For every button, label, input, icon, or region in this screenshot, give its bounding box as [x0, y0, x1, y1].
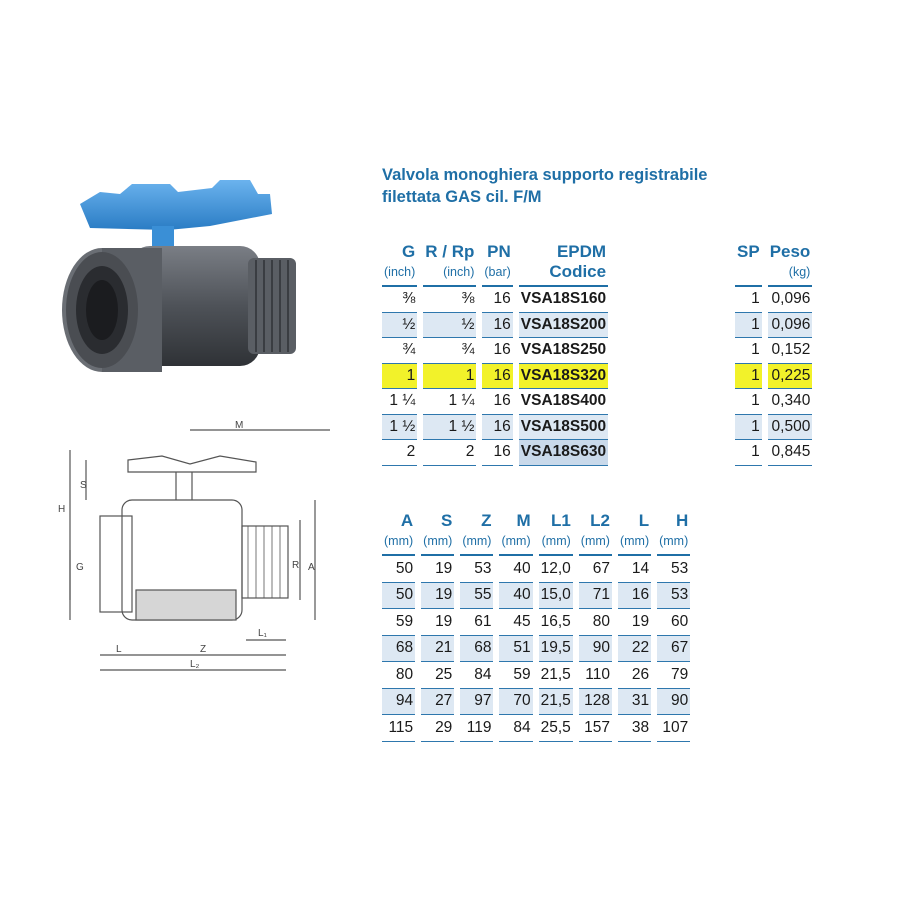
table-row: [735, 389, 812, 415]
dim-header-1: S: [440, 511, 453, 530]
weight-header-0: SP: [737, 242, 760, 261]
spec-cell: VSA18S160: [519, 287, 608, 313]
dim-cell: 68: [460, 636, 493, 663]
spec-cell: 16: [482, 287, 512, 313]
dimensions-table: [376, 511, 696, 742]
spec-cell: 1 ½: [423, 415, 476, 441]
dim-cell: 38: [618, 715, 651, 742]
dim-cell: 90: [657, 689, 690, 716]
dim-label-Z: Z: [200, 644, 207, 655]
table-row: [382, 415, 608, 441]
table-row: [382, 440, 608, 466]
dim-header-0: A: [400, 511, 414, 530]
table-row: [382, 636, 690, 663]
spec-cell: 16: [482, 389, 512, 415]
dim-cell: 128: [579, 689, 612, 716]
weight-cell: 1: [735, 364, 762, 390]
table-row: [382, 364, 608, 390]
weight-cell: 0,096: [768, 313, 813, 339]
dim-header-6: L: [638, 511, 650, 530]
spec-cell: 16: [482, 313, 512, 339]
spec-cell: 1 ¼: [382, 389, 417, 415]
dim-cell: 68: [382, 636, 415, 663]
spec-cell: ½: [423, 313, 476, 339]
table-row: [382, 389, 608, 415]
dim-label-L2: L₂: [190, 659, 200, 670]
spec-cell: ½: [382, 313, 417, 339]
spec-header-1: R / Rp: [425, 242, 475, 261]
dim-cell: 157: [579, 715, 612, 742]
table-row: [382, 689, 690, 716]
dim-cell: 70: [499, 689, 532, 716]
dim-cell: 61: [460, 609, 493, 636]
spec-cell: ⅜: [423, 287, 476, 313]
valve-photo: [60, 180, 350, 420]
dim-cell: 97: [460, 689, 493, 716]
dim-cell: 16,5: [539, 609, 573, 636]
dim-cell: 55: [460, 583, 493, 610]
dim-label-G: G: [76, 562, 84, 573]
dim-cell: 26: [618, 662, 651, 689]
dim-cell: 27: [421, 689, 454, 716]
dim-header-3: M: [516, 511, 531, 530]
dim-cell: 21: [421, 636, 454, 663]
dim-label-L1: L₁: [258, 628, 267, 639]
spec-cell: VSA18S200: [519, 313, 608, 339]
dim-cell: 53: [657, 583, 690, 610]
spec-header-0: G: [402, 242, 416, 261]
weight-cell: 1: [735, 440, 762, 466]
spec-cell: 2: [382, 440, 417, 466]
product-title: [382, 164, 708, 208]
weight-cell: 0,845: [768, 440, 813, 466]
dim-unit-1: (mm): [421, 531, 454, 556]
spec-unit-2: (bar): [482, 262, 512, 287]
table-row: [382, 583, 690, 610]
dim-cell: 79: [657, 662, 690, 689]
dim-cell: 80: [579, 609, 612, 636]
dim-cell: 59: [382, 609, 415, 636]
spec-unit-1: (inch): [423, 262, 476, 287]
spec-cell: 16: [482, 338, 512, 364]
dim-cell: 19: [421, 609, 454, 636]
weight-cell: 1: [735, 338, 762, 364]
dim-cell: 80: [382, 662, 415, 689]
dim-label-A: A: [308, 562, 315, 573]
title-line-1: Valvola monoghiera supporto registrabile: [382, 166, 708, 184]
dim-cell: 14: [618, 556, 651, 583]
dim-cell: 12,0: [539, 556, 573, 583]
spec-cell: ¾: [382, 338, 417, 364]
dim-unit-7: (mm): [657, 531, 690, 556]
dim-cell: 71: [579, 583, 612, 610]
dim-cell: 29: [421, 715, 454, 742]
dim-cell: 84: [460, 662, 493, 689]
dim-unit-5: (mm): [579, 531, 612, 556]
weight-cell: 1: [735, 287, 762, 313]
dim-header-5: L2: [590, 511, 610, 530]
dim-cell: 31: [618, 689, 651, 716]
dim-unit-2: (mm): [460, 531, 493, 556]
spec-cell: ⅜: [382, 287, 417, 313]
title-line-2: filettata GAS cil. F/M: [382, 188, 542, 206]
dim-cell: 19: [421, 556, 454, 583]
dim-unit-3: (mm): [499, 531, 532, 556]
spec-cell: ¾: [423, 338, 476, 364]
spec-cell: 16: [482, 415, 512, 441]
weight-cell: 1: [735, 313, 762, 339]
dim-cell: 53: [657, 556, 690, 583]
dim-cell: 50: [382, 556, 415, 583]
dim-unit-0: (mm): [382, 531, 415, 556]
table-row: [735, 338, 812, 364]
table-row: [382, 715, 690, 742]
spec-cell: 2: [423, 440, 476, 466]
spec-cell: VSA18S400: [519, 389, 608, 415]
dim-cell: 25: [421, 662, 454, 689]
dim-cell: 45: [499, 609, 532, 636]
weight-unit-1: (kg): [768, 262, 813, 287]
weight-header-1: Peso: [769, 242, 811, 261]
dim-cell: 50: [382, 583, 415, 610]
weight-cell: 0,225: [768, 364, 813, 390]
dim-header-2: Z: [481, 511, 492, 530]
dim-cell: 60: [657, 609, 690, 636]
dim-label-S: S: [80, 480, 87, 491]
dim-label-L: L: [116, 644, 122, 655]
valve-specs-table: [376, 242, 614, 466]
dim-cell: 40: [499, 556, 532, 583]
spec-cell: VSA18S320: [519, 364, 608, 390]
dim-cell: 51: [499, 636, 532, 663]
dim-cell: 53: [460, 556, 493, 583]
dim-cell: 107: [657, 715, 690, 742]
spec-unit-0: (inch): [382, 262, 417, 287]
weight-cell: 0,096: [768, 287, 813, 313]
table-row: [382, 338, 608, 364]
table-row: [382, 313, 608, 339]
dim-cell: 25,5: [539, 715, 573, 742]
dim-cell: 110: [579, 662, 612, 689]
dim-cell: 90: [579, 636, 612, 663]
table-row: [382, 556, 690, 583]
dim-cell: 40: [499, 583, 532, 610]
dim-cell: 21,5: [539, 689, 573, 716]
table-row: [735, 313, 812, 339]
spec-cell: 1: [382, 364, 417, 390]
spec-cell: VSA18S500: [519, 415, 608, 441]
dim-cell: 19: [618, 609, 651, 636]
table-row: [382, 609, 690, 636]
dim-cell: 59: [499, 662, 532, 689]
spec-cell: 16: [482, 440, 512, 466]
dim-cell: 94: [382, 689, 415, 716]
dim-cell: 19,5: [539, 636, 573, 663]
spec-unit-3: Codice: [519, 262, 608, 287]
weight-unit-0: [735, 262, 762, 287]
spec-cell: VSA18S630: [519, 440, 608, 466]
dim-cell: 115: [382, 715, 415, 742]
dim-cell: 21,5: [539, 662, 573, 689]
spec-header-3: EPDM: [556, 242, 607, 261]
dim-cell: 15,0: [539, 583, 573, 610]
dim-cell: 67: [657, 636, 690, 663]
dim-label-M: M: [235, 420, 244, 431]
weight-cell: 0,500: [768, 415, 813, 441]
dim-cell: 67: [579, 556, 612, 583]
spec-cell: 1: [423, 364, 476, 390]
spec-cell: 1 ¼: [423, 389, 476, 415]
weight-table: [729, 242, 818, 466]
dim-cell: 19: [421, 583, 454, 610]
weight-cell: 1: [735, 415, 762, 441]
table-row: [382, 287, 608, 313]
dim-label-R: R: [292, 560, 300, 571]
table-row: [735, 364, 812, 390]
dim-cell: 16: [618, 583, 651, 610]
dim-label-H: H: [58, 504, 66, 515]
dim-header-7: H: [675, 511, 689, 530]
weight-cell: 0,340: [768, 389, 813, 415]
dim-cell: 119: [460, 715, 493, 742]
dim-unit-6: (mm): [618, 531, 651, 556]
weight-cell: 0,152: [768, 338, 813, 364]
weight-cell: 1: [735, 389, 762, 415]
table-row: [735, 415, 812, 441]
technical-drawing: [50, 420, 350, 690]
table-row: [735, 287, 812, 313]
spec-cell: 1 ½: [382, 415, 417, 441]
spec-cell: 16: [482, 364, 512, 390]
spec-cell: VSA18S250: [519, 338, 608, 364]
table-row: [735, 440, 812, 466]
table-row: [382, 662, 690, 689]
spec-header-2: PN: [487, 242, 511, 261]
dim-cell: 22: [618, 636, 651, 663]
dim-header-4: L1: [550, 511, 571, 530]
dim-unit-4: (mm): [539, 531, 573, 556]
dim-cell: 84: [499, 715, 532, 742]
